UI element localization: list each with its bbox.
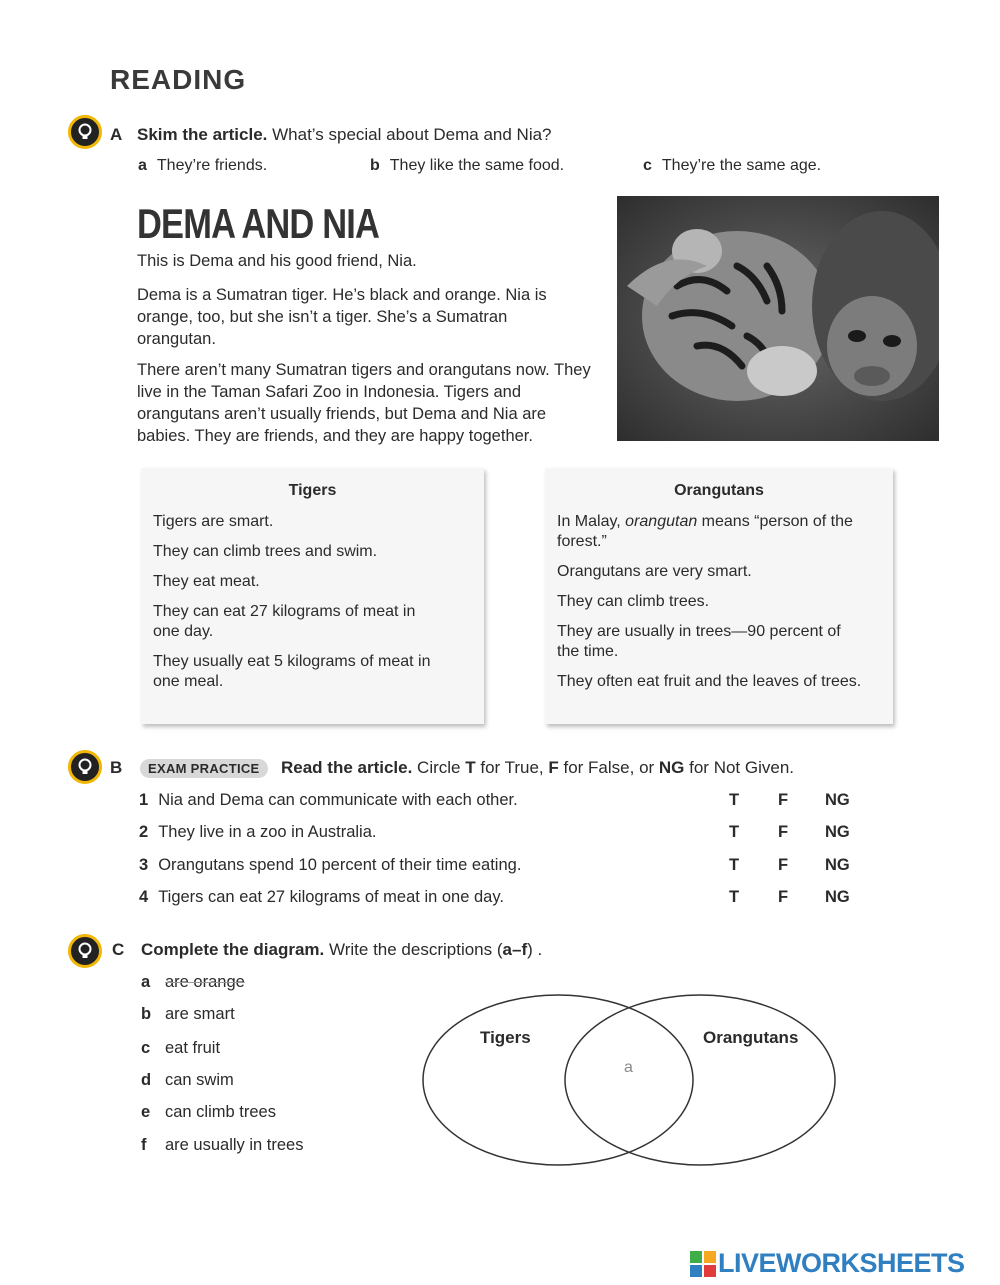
tigers-fact-card xyxy=(141,468,484,724)
question-c-instruction: Complete the diagram. Write the descriptions (a–f) . xyxy=(141,940,543,959)
liveworksheets-logo xyxy=(690,1248,965,1279)
live-badge-icon xyxy=(690,1251,716,1277)
description-item[interactable]: b are smart xyxy=(141,1005,235,1023)
tigers-fact: They can eat 27 kilograms of meat in one day. xyxy=(153,603,416,640)
orangutans-fact: In Malay, orangutan means “person of the forest.” xyxy=(557,513,853,550)
question-letter-b: B xyxy=(110,758,123,777)
venn-diagram xyxy=(420,990,845,1170)
tigers-fact: They eat meat. xyxy=(153,573,260,590)
orangutans-card-title: Orangutans xyxy=(674,482,764,499)
lightbulb-icon xyxy=(68,750,102,784)
description-item[interactable]: d can swim xyxy=(141,1071,234,1089)
statement-2: 2 They live in a zoo in Australia. xyxy=(139,823,377,841)
tigers-fact: They can climb trees and swim. xyxy=(153,543,378,560)
statement-4: 4 Tigers can eat 27 kilograms of meat in one day. xyxy=(139,888,504,906)
statement-3: 3 Orangutans spend 10 percent of their time eating. xyxy=(139,856,522,874)
question-a-instruction: Skim the article. What’s special about Dema and Nia? xyxy=(137,125,552,144)
choice-true[interactable]: T xyxy=(729,823,740,841)
article-title: DEMA AND NIA xyxy=(137,200,380,247)
choice-false[interactable]: F xyxy=(778,856,789,874)
choice-not-given[interactable]: NG xyxy=(825,823,850,841)
question-b-instruction: Read the article. Circle T for True, F for False, or NG for Not Given. xyxy=(281,758,795,777)
choice-false[interactable]: F xyxy=(778,888,789,906)
exam-practice-badge: EXAM PRACTICE xyxy=(140,759,268,778)
orangutans-fact: They are usually in trees—90 percent of the time. xyxy=(557,623,841,660)
orangutans-fact: Orangutans are very smart. xyxy=(557,563,752,580)
orangutans-fact: They can climb trees. xyxy=(557,593,710,610)
tigers-fact: They usually eat 5 kilograms of meat in one meal. xyxy=(153,653,431,690)
tigers-card-title: Tigers xyxy=(288,482,337,499)
choice-not-given[interactable]: NG xyxy=(825,791,850,809)
choice-false[interactable]: F xyxy=(778,823,789,841)
lightbulb-icon xyxy=(68,115,102,149)
description-item[interactable]: e can climb trees xyxy=(141,1103,276,1121)
choice-not-given[interactable]: NG xyxy=(825,856,850,874)
description-item[interactable]: f are usually in trees xyxy=(141,1136,304,1154)
article-paragraph-2: Dema is a Sumatran tiger. He’s black and orange. Nia is orange, too, but she isn’t a tiger. She’s a Sumatran orangutan. xyxy=(137,286,547,348)
tiger-orangutan-photo xyxy=(617,196,939,441)
option-b[interactable]: b They like the same food. xyxy=(370,157,565,174)
article-paragraph-3: There aren’t many Sumatran tigers and orangutans now. They live in the Taman Safari Zoo in Indonesia. Tigers and orangutans aren’t usually friends, but Dema and Nia are babies. They are friends, and they are happy together. xyxy=(137,361,591,445)
brand-name: LIVEWORKSHEETS xyxy=(718,1248,965,1278)
option-a[interactable]: a They’re friends. xyxy=(138,157,268,174)
choice-true[interactable]: T xyxy=(729,856,740,874)
lightbulb-icon xyxy=(68,934,102,968)
choice-true[interactable]: T xyxy=(729,791,740,809)
question-letter-c: C xyxy=(112,940,125,959)
choice-not-given[interactable]: NG xyxy=(825,888,850,906)
description-item[interactable]: c eat fruit xyxy=(141,1039,221,1057)
venn-circle-tigers[interactable] xyxy=(423,995,693,1165)
tigers-fact: Tigers are smart. xyxy=(153,513,274,530)
choice-true[interactable]: T xyxy=(729,888,740,906)
section-heading: READING xyxy=(110,64,247,95)
statement-1: 1 Nia and Dema can communicate with each other. xyxy=(139,791,518,809)
venn-label-orangutans: Orangutans xyxy=(703,1028,799,1047)
orangutans-fact-card xyxy=(545,468,893,724)
venn-overlap-answer[interactable]: a xyxy=(624,1059,633,1076)
orangutans-fact: They often eat fruit and the leaves of trees. xyxy=(557,673,862,690)
question-letter-a: A xyxy=(110,125,123,144)
option-c[interactable]: c They’re the same age. xyxy=(643,157,822,174)
venn-circle-orangutans[interactable] xyxy=(565,995,835,1165)
choice-false[interactable]: F xyxy=(778,791,789,809)
venn-label-tigers: Tigers xyxy=(480,1028,531,1047)
article-paragraph-1: This is Dema and his good friend, Nia. xyxy=(137,252,417,270)
description-item[interactable]: a are orange xyxy=(141,973,245,991)
